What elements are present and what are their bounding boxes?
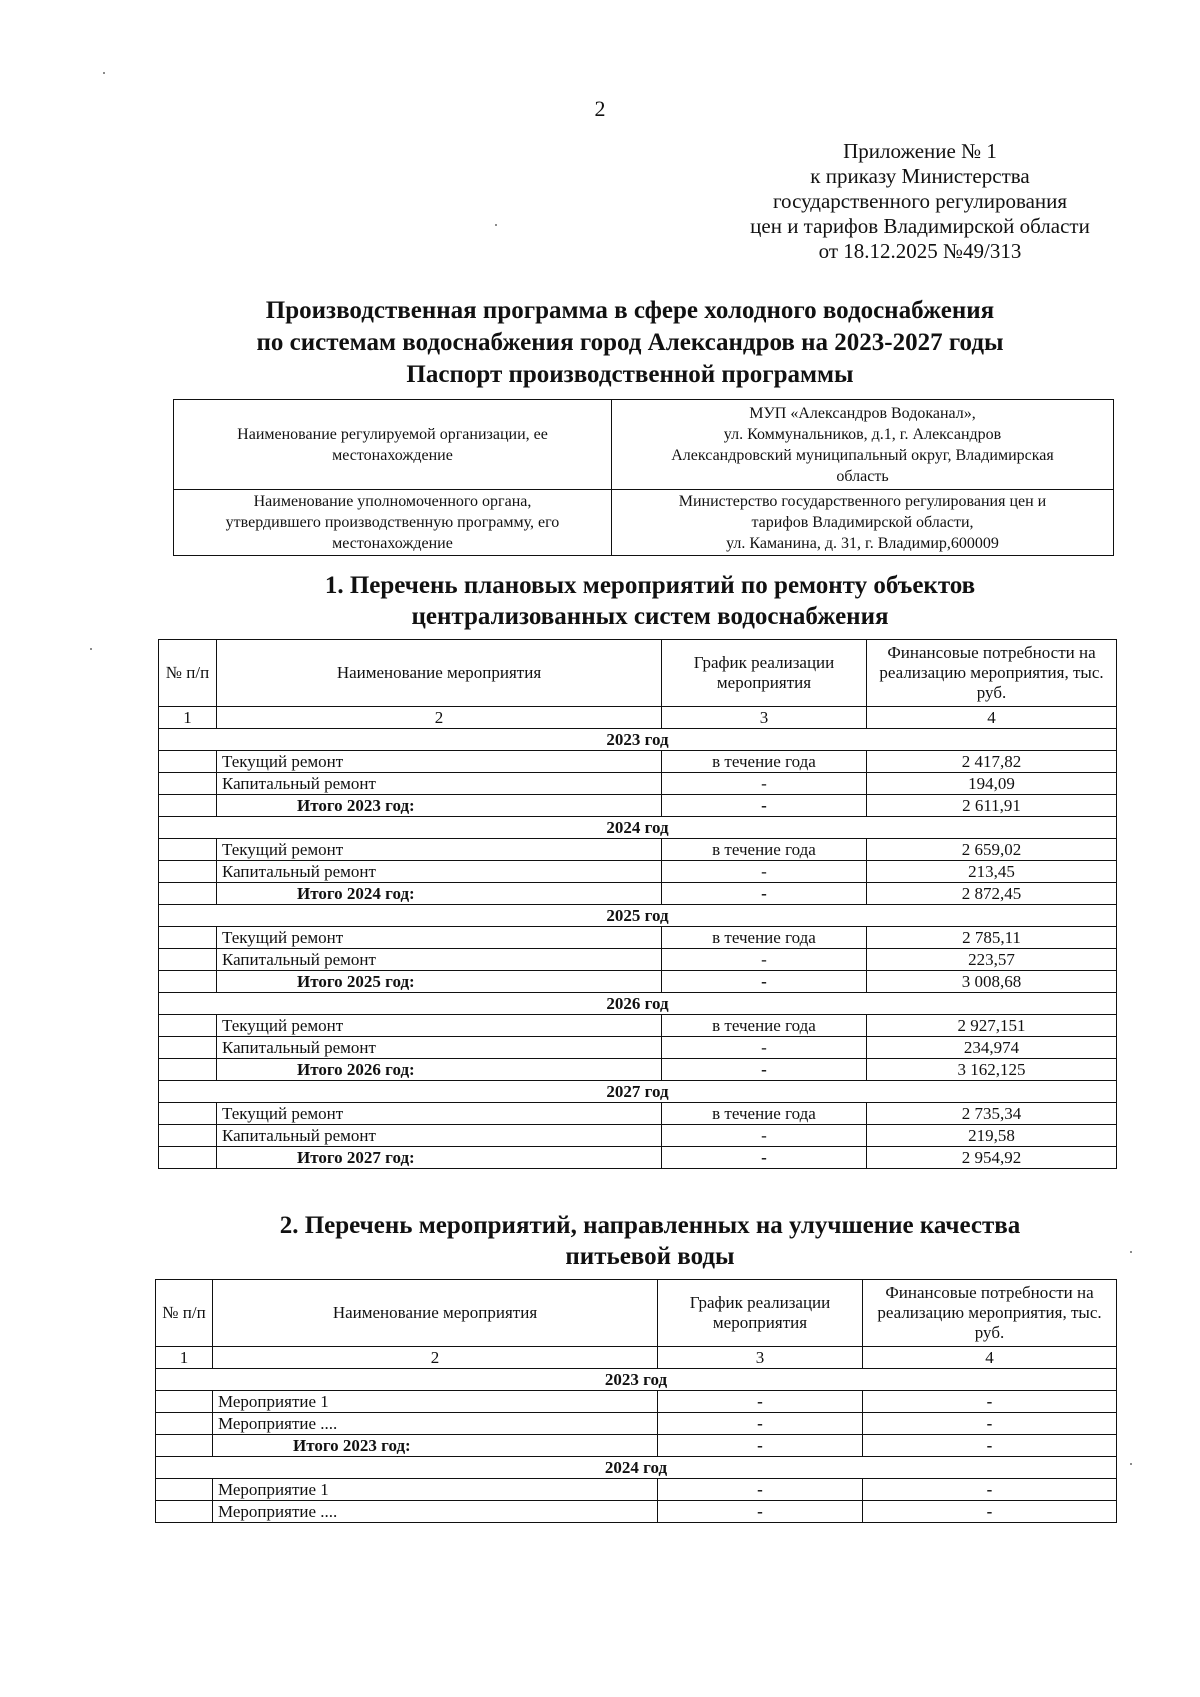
- event-schedule: в течение года: [662, 927, 867, 949]
- section1-title-line: 1. Перечень плановых мероприятий по ремонту объектов: [324, 572, 976, 599]
- authority-label-line: утвердившего производственную программу, его: [225, 514, 560, 531]
- year-label: 2023 год: [159, 729, 1117, 751]
- passport-row-organization: [174, 400, 1114, 490]
- event-value: 234,974: [867, 1037, 1117, 1059]
- total-row: [159, 883, 1117, 905]
- table-row: [159, 1015, 1117, 1037]
- passport-title: Паспорт производственной программы: [406, 361, 854, 388]
- event-name: Капитальный ремонт: [217, 949, 662, 971]
- col-number: 2: [217, 707, 662, 729]
- col-number: 4: [867, 707, 1117, 729]
- table-header-row: [159, 640, 1117, 707]
- authority-label-line: местонахождение: [332, 535, 453, 552]
- event-value: -: [863, 1501, 1117, 1523]
- year-label: 2024 год: [159, 817, 1117, 839]
- total-schedule: -: [662, 795, 867, 817]
- total-row: [159, 971, 1117, 993]
- event-name: Текущий ремонт: [217, 839, 662, 861]
- year-row: [156, 1457, 1117, 1479]
- org-line: МУП «Александров Водоканал»,: [749, 404, 976, 422]
- page-number: 2: [594, 96, 606, 121]
- table-row: [159, 861, 1117, 883]
- table-row: [159, 1125, 1117, 1147]
- org-line: ул. Коммунальников, д.1, г. Александров: [723, 425, 1002, 443]
- authority-label: [174, 490, 612, 556]
- scan-speck: [1130, 1251, 1132, 1253]
- section1-title: [170, 570, 1130, 632]
- table-row: [156, 1413, 1117, 1435]
- total-name: Итого 2023 год:: [213, 1435, 658, 1457]
- year-label: 2026 год: [159, 993, 1117, 1015]
- event-name: Мероприятие 1: [213, 1479, 658, 1501]
- year-label: 2027 год: [159, 1081, 1117, 1103]
- event-value: 2 927,151: [867, 1015, 1117, 1037]
- appendix-line: от 18.12.2025 №49/313: [818, 239, 1022, 263]
- total-row: [159, 1059, 1117, 1081]
- col-number: 1: [159, 707, 217, 729]
- event-name: Текущий ремонт: [217, 1015, 662, 1037]
- event-name: Капитальный ремонт: [217, 861, 662, 883]
- appendix-line: цен и тарифов Владимирской области: [750, 214, 1090, 238]
- col-name-header: Наименование мероприятия: [213, 1280, 658, 1347]
- total-schedule: -: [662, 883, 867, 905]
- year-row: [159, 905, 1117, 927]
- appendix-line: государственного регулирования: [772, 189, 1068, 213]
- scan-speck: [1130, 1463, 1132, 1465]
- total-value: 3 008,68: [867, 971, 1117, 993]
- table-row: [156, 1391, 1117, 1413]
- col-number: 2: [213, 1347, 658, 1369]
- total-name: Итого 2027 год:: [217, 1147, 662, 1169]
- section1-table: [158, 639, 1117, 1169]
- scan-speck: [103, 72, 105, 74]
- event-name: Текущий ремонт: [217, 751, 662, 773]
- year-label: 2023 год: [156, 1369, 1117, 1391]
- event-schedule: -: [658, 1501, 863, 1523]
- column-number-row: [159, 707, 1117, 729]
- col-number: 3: [662, 707, 867, 729]
- total-value: 2 954,92: [867, 1147, 1117, 1169]
- col-number: 3: [658, 1347, 863, 1369]
- col-finance-header: Финансовые потребности на реализацию мероприятия, тыс. руб.: [867, 640, 1117, 707]
- year-label: 2025 год: [159, 905, 1117, 927]
- section2-title-line: 2. Перечень мероприятий, направленных на улучшение качества: [279, 1212, 1021, 1239]
- table-row: [159, 839, 1117, 861]
- event-schedule: -: [658, 1391, 863, 1413]
- section2-table: [155, 1279, 1117, 1523]
- title-line: по системам водоснабжения город Александров на 2023-2027 годы: [256, 329, 1004, 356]
- appendix-line: к приказу Министерства: [810, 164, 1030, 188]
- total-schedule: -: [658, 1435, 863, 1457]
- event-schedule: -: [662, 773, 867, 795]
- event-value: 2 785,11: [867, 927, 1117, 949]
- total-row: [159, 1147, 1117, 1169]
- table-row: [156, 1479, 1117, 1501]
- col-number: 4: [863, 1347, 1117, 1369]
- year-row: [159, 1081, 1117, 1103]
- event-value: 219,58: [867, 1125, 1117, 1147]
- total-schedule: -: [662, 971, 867, 993]
- year-row: [159, 817, 1117, 839]
- event-value: 194,09: [867, 773, 1117, 795]
- appendix-line: Приложение № 1: [843, 139, 997, 163]
- event-name: Мероприятие ....: [213, 1501, 658, 1523]
- organization-value: [612, 400, 1114, 490]
- org-line: Александровский муниципальный округ, Владимирская: [671, 446, 1054, 464]
- col-finance-header: Финансовые потребности на реализацию мероприятия, тыс. руб.: [863, 1280, 1117, 1347]
- authority-value: [612, 490, 1114, 556]
- event-schedule: -: [658, 1413, 863, 1435]
- event-schedule: в течение года: [662, 839, 867, 861]
- year-row: [159, 729, 1117, 751]
- event-value: 2 735,34: [867, 1103, 1117, 1125]
- event-schedule: -: [662, 1125, 867, 1147]
- col-num-header: № п/п: [156, 1280, 213, 1347]
- event-schedule: в течение года: [662, 1015, 867, 1037]
- event-name: Капитальный ремонт: [217, 1125, 662, 1147]
- total-name: Итого 2024 год:: [217, 883, 662, 905]
- col-schedule-header: График реализации мероприятия: [658, 1280, 863, 1347]
- table-row: [159, 1037, 1117, 1059]
- event-name: Капитальный ремонт: [217, 1037, 662, 1059]
- total-schedule: -: [662, 1147, 867, 1169]
- year-row: [156, 1369, 1117, 1391]
- total-name: Итого 2023 год:: [217, 795, 662, 817]
- table-row: [159, 773, 1117, 795]
- event-value: 213,45: [867, 861, 1117, 883]
- section2-title-line: питьевой воды: [565, 1243, 735, 1270]
- col-number: 1: [156, 1347, 213, 1369]
- main-title: [150, 295, 1110, 391]
- scan-speck: [90, 648, 92, 650]
- total-row: [156, 1435, 1117, 1457]
- total-schedule: -: [662, 1059, 867, 1081]
- event-name: Мероприятие ....: [213, 1413, 658, 1435]
- table-header-row: [156, 1280, 1117, 1347]
- event-name: Мероприятие 1: [213, 1391, 658, 1413]
- table-row: [159, 1103, 1117, 1125]
- org-line: область: [836, 467, 889, 485]
- passport-table: [173, 399, 1114, 556]
- total-value: 2 872,45: [867, 883, 1117, 905]
- total-value: 2 611,91: [867, 795, 1117, 817]
- section1-title-line: централизованных систем водоснабжения: [411, 603, 889, 630]
- total-value: 3 162,125: [867, 1059, 1117, 1081]
- event-name: Текущий ремонт: [217, 927, 662, 949]
- event-name: Текущий ремонт: [217, 1103, 662, 1125]
- organization-label: Наименование регулируемой организации, ее местонахождение: [174, 400, 612, 490]
- table-row: [156, 1501, 1117, 1523]
- event-schedule: -: [658, 1479, 863, 1501]
- section2-title: [170, 1210, 1130, 1272]
- passport-row-authority: [174, 490, 1114, 556]
- authority-line: тарифов Владимирской области,: [751, 514, 974, 531]
- event-value: -: [863, 1413, 1117, 1435]
- title-line: Производственная программа в сфере холодного водоснабжения: [265, 297, 995, 324]
- authority-line: Министерство государственного регулирования цен и: [678, 493, 1047, 510]
- total-row: [159, 795, 1117, 817]
- table-row: [159, 751, 1117, 773]
- year-row: [159, 993, 1117, 1015]
- column-number-row: [156, 1347, 1117, 1369]
- year-label: 2024 год: [156, 1457, 1117, 1479]
- event-schedule: -: [662, 861, 867, 883]
- event-schedule: -: [662, 1037, 867, 1059]
- col-name-header: Наименование мероприятия: [217, 640, 662, 707]
- authority-label-line: Наименование уполномоченного органа,: [253, 493, 532, 510]
- total-name: Итого 2026 год:: [217, 1059, 662, 1081]
- table-row: [159, 949, 1117, 971]
- authority-line: ул. Каманина, д. 31, г. Владимир,600009: [726, 535, 999, 552]
- event-name: Капитальный ремонт: [217, 773, 662, 795]
- appendix-block: [730, 139, 1110, 264]
- event-schedule: -: [662, 949, 867, 971]
- table-row: [159, 927, 1117, 949]
- col-num-header: № п/п: [159, 640, 217, 707]
- event-value: 223,57: [867, 949, 1117, 971]
- event-schedule: в течение года: [662, 1103, 867, 1125]
- event-value: 2 417,82: [867, 751, 1117, 773]
- total-value: -: [863, 1435, 1117, 1457]
- event-value: 2 659,02: [867, 839, 1117, 861]
- event-value: -: [863, 1391, 1117, 1413]
- scan-speck: [495, 224, 497, 226]
- total-name: Итого 2025 год:: [217, 971, 662, 993]
- col-schedule-header: График реализации мероприятия: [662, 640, 867, 707]
- event-schedule: в течение года: [662, 751, 867, 773]
- event-value: -: [863, 1479, 1117, 1501]
